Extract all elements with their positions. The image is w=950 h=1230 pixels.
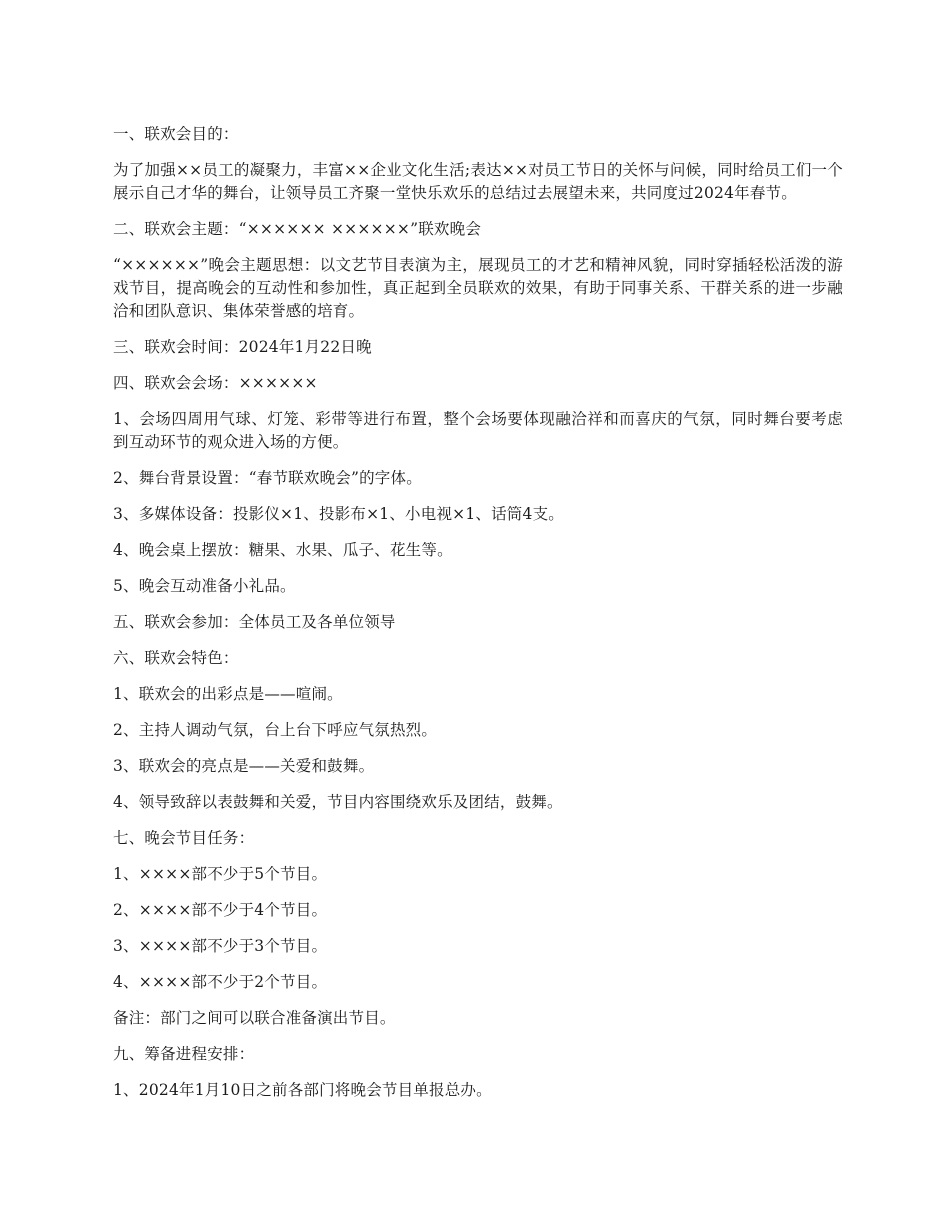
remark-note: 备注：部门之间可以联合准备演出节目。 [113, 1009, 396, 1027]
feature-item-2: 2、主持人调动气氛，台上台下呼应气氛热烈。 [113, 721, 438, 739]
feature-item-3: 3、联欢会的亮点是——关爱和鼓舞。 [113, 757, 375, 775]
task-item-1: 1、××××部不少于5个节目。 [113, 865, 328, 883]
document-body [113, 123, 843, 1115]
task-item-4: 4、××××部不少于2个节目。 [113, 973, 328, 991]
section-heading-features: 六、联欢会特色： [113, 649, 239, 667]
task-item-3: 3、××××部不少于3个节目。 [113, 937, 328, 955]
section-heading-venue: 四、联欢会会场：×××××× [113, 374, 318, 392]
section-heading-schedule: 九、筹备进程安排： [113, 1045, 255, 1063]
feature-item-1: 1、联欢会的出彩点是——喧闹。 [113, 685, 343, 703]
feature-item-4: 4、领导致辞以表鼓舞和关爱，节目内容围绕欢乐及团结，鼓舞。 [113, 793, 563, 811]
purpose-paragraph: 为了加强××员工的凝聚力，丰富××企业文化生活;表达××对员工节日的关怀与问候，同时给员工们一个展示自己才华的舞台，让领导员工齐聚一堂快乐欢乐的总结过去展望未来，共同度过2024年春节。 [113, 161, 843, 202]
task-item-2: 2、××××部不少于4个节目。 [113, 901, 328, 919]
schedule-item-1: 1、2024年1月10日之前各部门将晚会节目单报总办。 [113, 1081, 492, 1099]
section-heading-time: 三、联欢会时间：2024年1月22日晚 [113, 338, 372, 356]
venue-item-4: 4、晚会桌上摆放：糖果、水果、瓜子、花生等。 [113, 541, 453, 559]
section-heading-participants: 五、联欢会参加：全体员工及各单位领导 [113, 613, 396, 631]
theme-paragraph: “××××××”晚会主题思想：以文艺节目表演为主，展现员工的才艺和精神风貌，同时穿插轻松活泼的游戏节目，提高晚会的互动性和参加性，真正起到全员联欢的效果，有助于同事关系、干群关系的进一步融洽和团队意识、集体荣誉感的培育。 [113, 256, 843, 320]
section-heading-theme: 二、联欢会主题：“×××××× ××××××”联欢晚会 [113, 220, 482, 238]
venue-item-5: 5、晚会互动准备小礼品。 [113, 577, 296, 595]
venue-item-1: 1、会场四周用气球、灯笼、彩带等进行布置，整个会场要体现融洽祥和而喜庆的气氛，同时舞台要考虑到互动环节的观众进入场的方便。 [113, 410, 843, 451]
section-heading-purpose: 一、联欢会目的： [113, 125, 239, 143]
section-heading-program-tasks: 七、晚会节目任务： [113, 829, 255, 847]
venue-item-2: 2、舞台背景设置：“春节联欢晚会”的字体。 [113, 469, 422, 487]
venue-item-3: 3、多媒体设备：投影仪×1、投影布×1、小电视×1、话筒4支。 [113, 505, 564, 523]
